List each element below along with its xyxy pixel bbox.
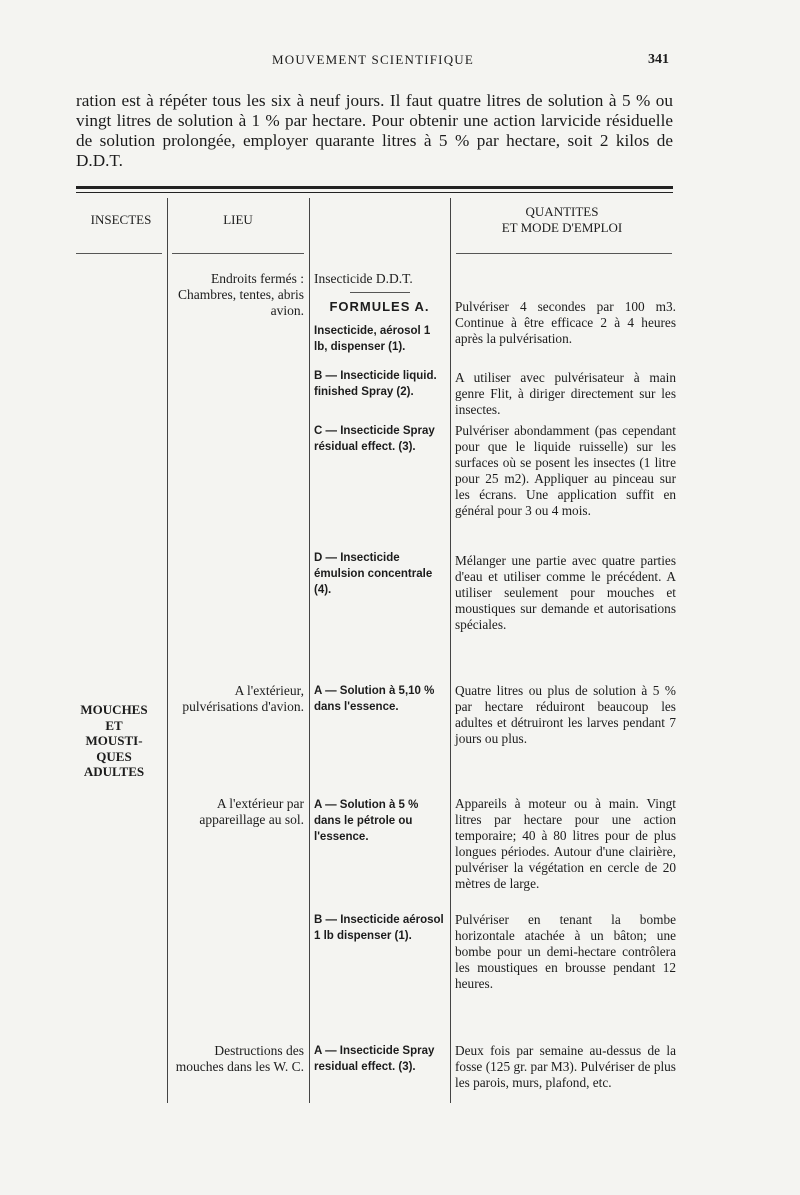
formule-text: Insecticide, aérosol 1 lb, dispenser (1). [314, 325, 431, 353]
lieu-cell: Destructions des mouches dans les W. C. [175, 1043, 304, 1074]
formule-cell: A — Insecticide Spray residual effect. (3). [314, 1045, 435, 1073]
insect-group-line: ET [105, 717, 123, 733]
table-top-rule [76, 186, 673, 189]
mode-cell: Deux fois par semaine au-dessus de la fosse (125 gr. par M3). Pulvériser de plus les parois, murs, plafond, etc. [455, 1043, 676, 1090]
insect-group-line: ADULTES [83, 764, 145, 779]
insect-group-line: MOUSTI- [85, 733, 143, 748]
formule-cell: B — Insecticide liquid. finished Spray (2). [314, 370, 437, 398]
header-underline-quantites [456, 253, 672, 254]
column-divider-1 [167, 198, 168, 1103]
lieu-cell: A l'extérieur, pulvérisations d'avion. [182, 683, 304, 714]
header-insectes: INSECTES [90, 212, 152, 227]
intro-text: ration est à répéter tous les six à neuf jours. Il faut quatre litres de solution à 5 % ou vingt litres de solution à 1 % par hectare. Pour obtenir une action larvicide résiduelle de solution prolongée, employer quarante litres à 5 % par hectare, soit 2 kilos de D.D.T. [76, 91, 673, 170]
column-divider-2 [309, 198, 310, 1103]
mode-cell: Pulvériser en tenant la bombe horizontale atachée à un bâton; une bombe pour un demi-hectare contrôlera les moustiques en brousse pendant 12 heures. [455, 912, 676, 991]
header-quantites [451, 204, 673, 236]
formule-cell: D — Insecticide émulsion concentrale (4). [314, 552, 433, 596]
mode-cell: Appareils à moteur ou à main. Vingt litres par hectare pour une action temporaire; 40 à 80 litres pour de plus longues périodes. Autour d'une clairière, pulvériser la végétation en cercle de 20 mètres de large. [455, 796, 676, 891]
intro-paragraph [76, 91, 673, 171]
formule-header: FORMULES A. [329, 299, 430, 314]
mode-cell: Mélanger une partie avec quatre parties d'eau et utiliser comme le précédent. A utiliser seulement pour mouches et moustiques sur demande et autorisations spéciales. [455, 553, 676, 632]
formule-cell: A — Solution à 5 % dans le pétrole ou l'essence. [314, 799, 419, 843]
mode-cell: Quatre litres ou plus de solution à 5 % par hectare réduiront beaucoup les adultes et détruiront les larves pendant 7 jours ou plus. [455, 683, 676, 746]
table-top-rule-thin [76, 192, 673, 193]
formule-cell: C — Insecticide Spray résidual effect. (3). [314, 425, 435, 453]
formule-top: Insecticide D.D.T. [314, 271, 413, 286]
header-quantites-line1: QUANTITES [525, 204, 599, 219]
mode-cell: Pulvériser 4 secondes par 100 m3. Continue à être efficace 2 à 4 heures après la pulvérisation. [455, 299, 676, 346]
insect-group-line: MOUCHES [80, 702, 148, 717]
formule-cell: B — Insecticide aérosol 1 lb dispenser (1). [314, 914, 444, 942]
mode-cell: A utiliser avec pulvérisateur à main genre Flit, à diriger directement sur les insectes. [455, 370, 676, 417]
header-underline-insectes [76, 253, 162, 254]
formule-cell: A — Solution à 5,10 % dans l'essence. [314, 685, 435, 713]
insect-group-label [72, 702, 156, 780]
header-underline-lieu [172, 253, 304, 254]
header-lieu: LIEU [223, 212, 253, 227]
mode-cell: Pulvériser abondamment (pas cependant pour que le liquide ruisselle) sur les surfaces où se posent les insectes (1 litre pour 25 m2). Appliquer au pinceau sur les écrans. Une application suffit en général pour 3 ou 4 mois. [455, 423, 676, 518]
lieu-cell: Endroits fermés : Chambres, tentes, abris avion. [178, 271, 304, 318]
formule-cell [314, 271, 445, 355]
insect-group-line: QUES [96, 748, 132, 764]
running-head-title: MOUVEMENT SCIENTIFIQUE [272, 52, 475, 67]
column-divider-3 [450, 198, 451, 1103]
lieu-cell: A l'extérieur par appareillage au sol. [199, 796, 304, 827]
header-quantites-line2: ET MODE D'EMPLOI [501, 220, 623, 235]
page-number: 341 [648, 52, 669, 67]
formule-divider [350, 292, 410, 293]
